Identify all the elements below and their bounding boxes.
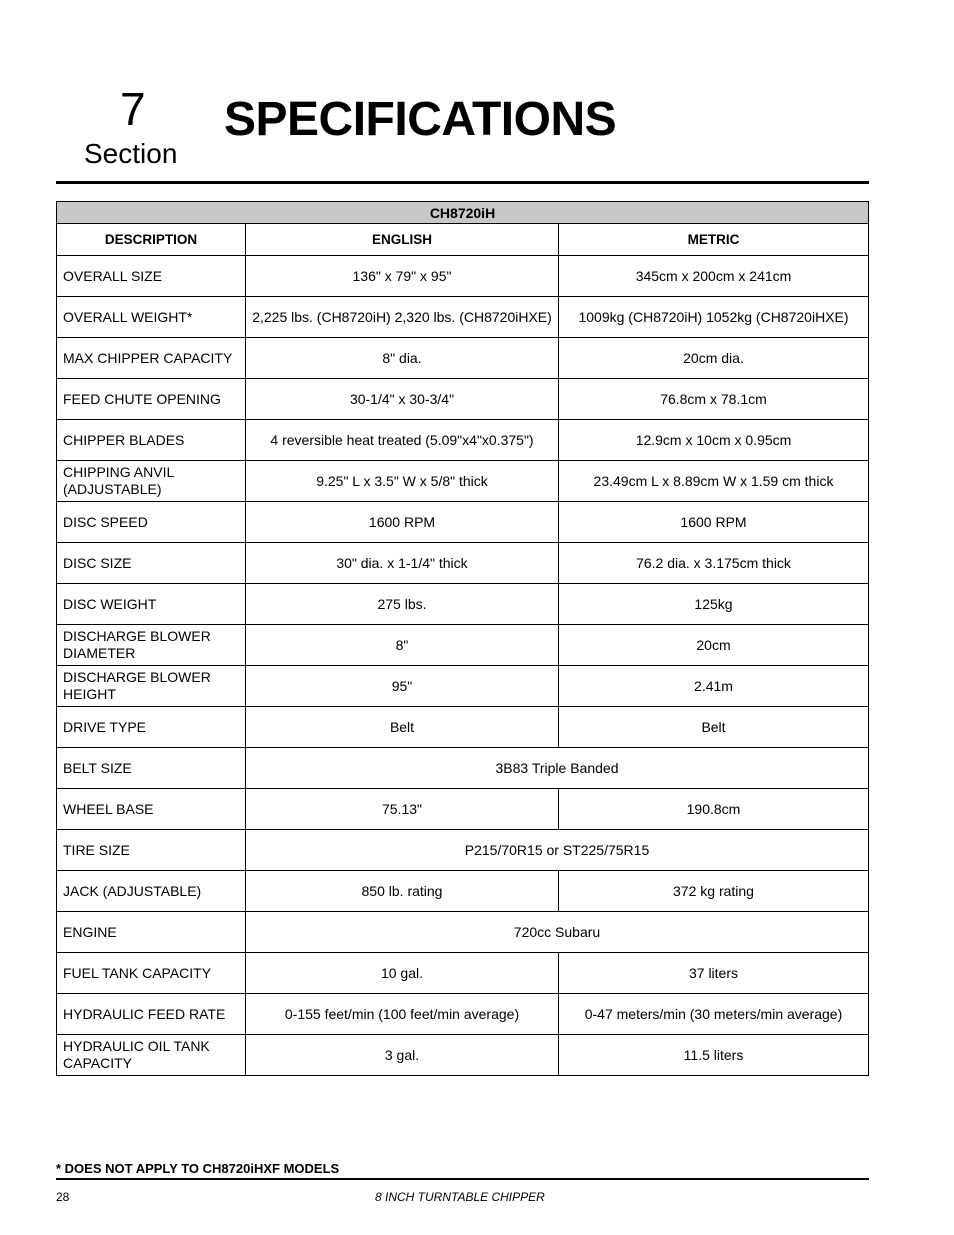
table-row [57,830,869,871]
table-row [57,379,869,420]
table-row [57,420,869,461]
spec-description: ENGINE [57,912,246,953]
spec-description: DISCHARGE BLOWER DIAMETER [57,625,246,666]
spec-value-english: 275 lbs. [246,584,559,625]
spec-value-metric: 76.2 dia. x 3.175cm thick [559,543,869,584]
table-row [57,584,869,625]
table-row [57,256,869,297]
table-row [57,789,869,830]
spec-value-metric: 12.9cm x 10cm x 0.95cm [559,420,869,461]
spec-value-metric: 372 kg rating [559,871,869,912]
spec-value-english: 30-1/4" x 30-3/4" [246,379,559,420]
spec-description: DISC SIZE [57,543,246,584]
spec-value-metric: 345cm x 200cm x 241cm [559,256,869,297]
section-label: Section [84,138,178,169]
spec-description: DISC WEIGHT [57,584,246,625]
spec-value-combined: P215/70R15 or ST225/75R15 [246,830,869,871]
spec-description: CHIPPER BLADES [57,420,246,461]
spec-value-metric: 20cm [559,625,869,666]
spec-value-english: 2,225 lbs. (CH8720iH) 2,320 lbs. (CH8720iHXE) [246,297,559,338]
spec-value-metric: 37 liters [559,953,869,994]
table-row [57,666,869,707]
footer-divider [56,1178,869,1180]
spec-value-metric: 23.49cm L x 8.89cm W x 1.59 cm thick [559,461,869,502]
column-header-description: DESCRIPTION [57,224,246,256]
spec-value-metric: 190.8cm [559,789,869,830]
table-row [57,502,869,543]
spec-description: DRIVE TYPE [57,707,246,748]
spec-value-metric: 1009kg (CH8720iH) 1052kg (CH8720iHXE) [559,297,869,338]
spec-value-english: 850 lb. rating [246,871,559,912]
spec-description: CHIPPING ANVIL (ADJUSTABLE) [57,461,246,502]
spec-description: JACK (ADJUSTABLE) [57,871,246,912]
column-header-english: ENGLISH [246,224,559,256]
table-row [57,994,869,1035]
spec-description: BELT SIZE [57,748,246,789]
spec-description: HYDRAULIC OIL TANK CAPACITY [57,1035,246,1076]
spec-value-metric: Belt [559,707,869,748]
table-row [57,707,869,748]
spec-value-english: 8" [246,625,559,666]
spec-value-metric: 1600 RPM [559,502,869,543]
model-header-row [57,202,869,224]
table-row [57,338,869,379]
spec-description: WHEEL BASE [57,789,246,830]
table-row [57,625,869,666]
table-row [57,543,869,584]
title-divider [56,181,869,184]
spec-description: OVERALL SIZE [57,256,246,297]
table-row [57,953,869,994]
spec-value-english: 9.25" L x 3.5" W x 5/8" thick [246,461,559,502]
spec-value-combined: 720cc Subaru [246,912,869,953]
table-row [57,461,869,502]
spec-description: TIRE SIZE [57,830,246,871]
spec-description: FEED CHUTE OPENING [57,379,246,420]
specifications-table [56,201,869,1076]
spec-value-metric: 0-47 meters/min (30 meters/min average) [559,994,869,1035]
spec-description: DISCHARGE BLOWER HEIGHT [57,666,246,707]
table-row [57,748,869,789]
model-name: CH8720iH [57,202,869,224]
spec-value-english: 0-155 feet/min (100 feet/min average) [246,994,559,1035]
spec-value-english: 136" x 79" x 95" [246,256,559,297]
table-row [57,297,869,338]
spec-value-english: 10 gal. [246,953,559,994]
spec-value-english: Belt [246,707,559,748]
spec-description: DISC SPEED [57,502,246,543]
spec-value-metric: 20cm dia. [559,338,869,379]
table-row [57,912,869,953]
footer-document-title: 8 INCH TURNTABLE CHIPPER [375,1190,545,1204]
section-number: 7 [120,83,146,135]
spec-value-metric: 125kg [559,584,869,625]
spec-value-english: 1600 RPM [246,502,559,543]
spec-description: MAX CHIPPER CAPACITY [57,338,246,379]
spec-value-english: 95" [246,666,559,707]
spec-value-english: 8" dia. [246,338,559,379]
spec-value-metric: 11.5 liters [559,1035,869,1076]
specifications-table-body [57,256,869,1076]
spec-description: OVERALL WEIGHT* [57,297,246,338]
spec-value-english: 4 reversible heat treated (5.09"x4"x0.375") [246,420,559,461]
table-row [57,1035,869,1076]
spec-description: HYDRAULIC FEED RATE [57,994,246,1035]
footnote: * DOES NOT APPLY TO CH8720iHXF MODELS [56,1161,340,1176]
page-number: 28 [56,1190,70,1204]
spec-value-english: 3 gal. [246,1035,559,1076]
spec-value-metric: 2.41m [559,666,869,707]
spec-value-english: 30" dia. x 1-1/4" thick [246,543,559,584]
page-title: SPECIFICATIONS [224,93,617,146]
spec-value-combined: 3B83 Triple Banded [246,748,869,789]
column-header-metric: METRIC [559,224,869,256]
spec-value-english: 75.13" [246,789,559,830]
column-header-row [57,224,869,256]
table-row [57,871,869,912]
spec-value-metric: 76.8cm x 78.1cm [559,379,869,420]
spec-description: FUEL TANK CAPACITY [57,953,246,994]
